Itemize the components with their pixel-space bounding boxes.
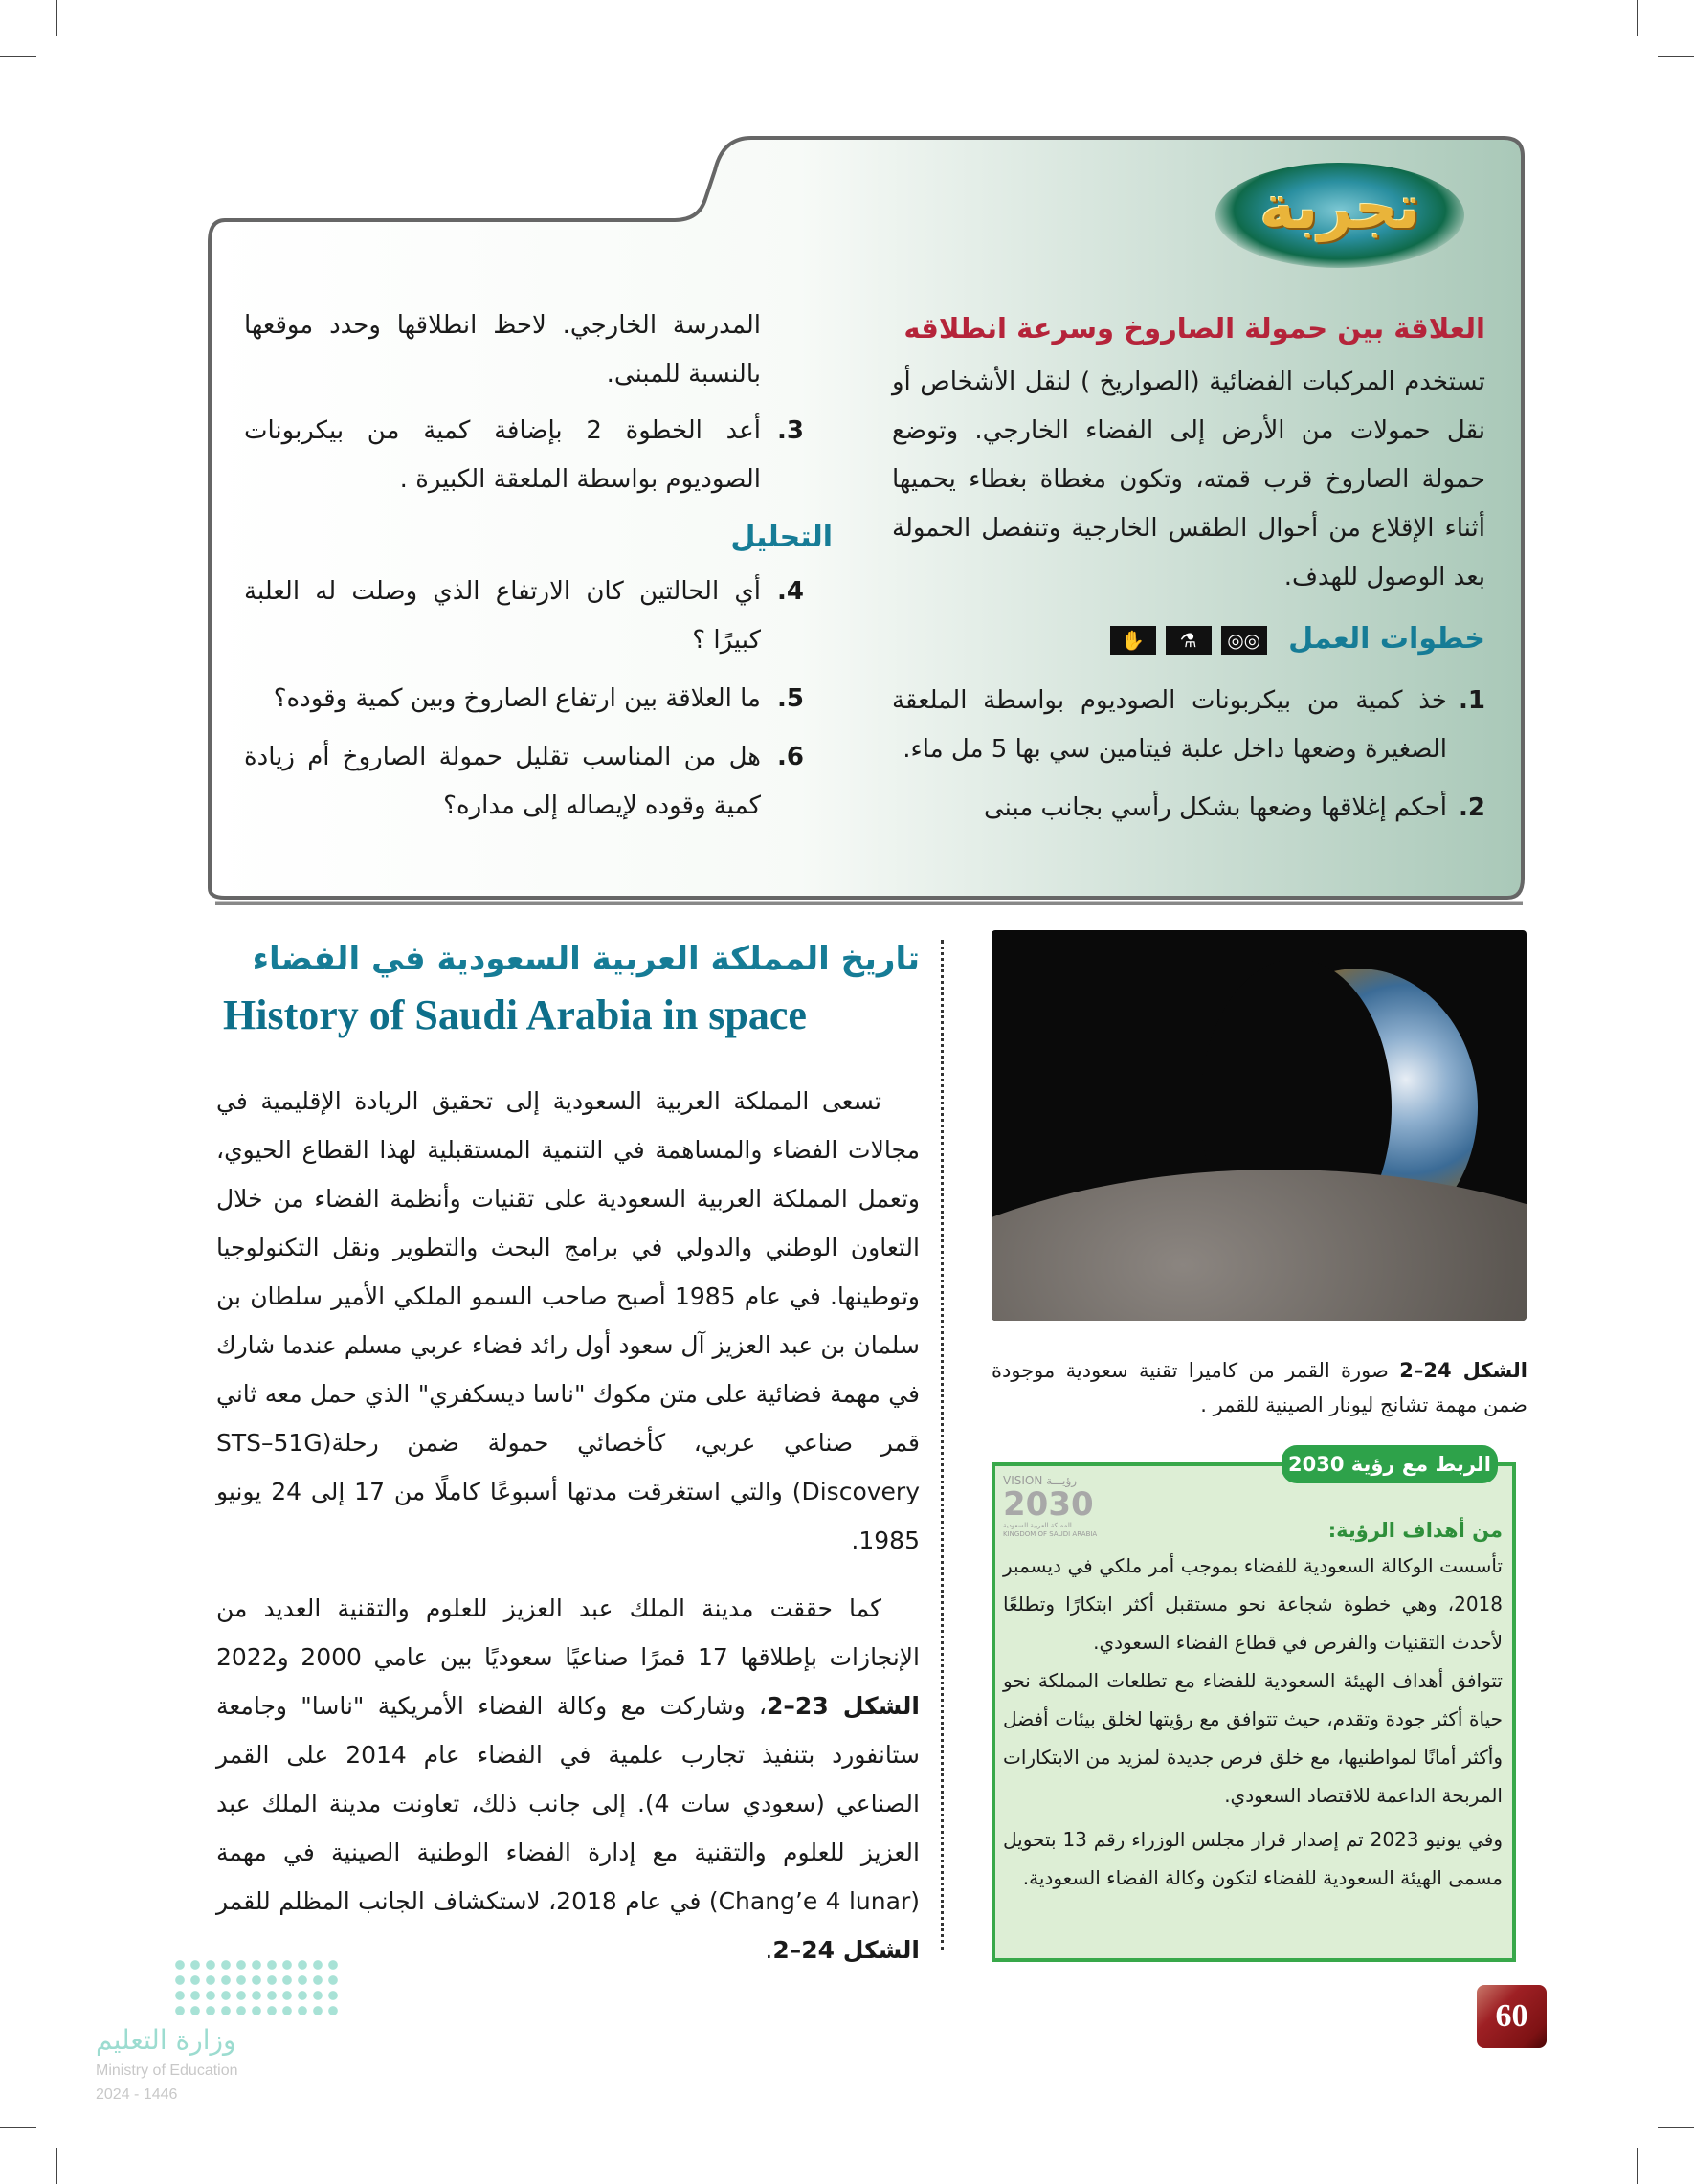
history-paragraph: كما حققت مدينة الملك عبد العزيز للعلوم والتقنية العديد من الإنجازات بإطلاقها 17 قمرًا صناعيًا سعوديًا بين عامي 2000 و2022 الشكل 23–2، وشاركت مع وكالة الفضاء الأمريكية "ناسا" وجامعة ستانفورد بتنفيذ تجارب علمية في الفضاء عام 2014 على القمر الصناعي (سعودي سات 4). إلى جانب ذلك، تعاونت مدينة الملك عبد العزيز للعلوم والتقنية مع إدارة الفضاء الوطنية الصينية في مهمة (Chang’e 4 lunar) في عام 2018، لاستكشاف الجانب المظلم للقمر الشكل 24–2. [216, 1594, 921, 1964]
history-title-english: History of Saudi Arabia in space [223, 992, 807, 1038]
vision-paragraph: تتوافق أهداف الهيئة السعودية للفضاء مع تطلعات المملكة نحو حياة أكثر جودة وتقدم، حيث تتوافق مع رؤيتها لخلق بيئات أفضل وأكثر أمانًا لمواطنيها، مع خلق فرص جديدة لمزيد من الابتكارات المربحة الداعمة للاقتصاد السعودي. [1003, 1669, 1503, 1807]
list-item: 4. أي الحالتين كان الارتفاع الذي وصلت له العلبة كبيرًا ؟ [244, 577, 804, 655]
figure-label: الشكل 24–2 [1399, 1359, 1527, 1382]
history-paragraph: تسعى المملكة العربية السعودية إلى تحقيق الريادة الإقليمية في مجالات الفضاء والمساهمة في التنمية المستقبلية لهذا القطاع الحيوي، وتعمل المملكة العربية السعودية على تقنيات وأنظمة الفضاء من خلال التعاون الوطني والدولي في برامج البحث والتطوير ونقل التكنولوجيا وتوطينها. في عام 1985 أصبح صاحب السمو الملكي الأمير سلطان بن سلمان بن عبد العزيز آل سعود أول رائد فضاء عربي مسلم عندما شارك في مهمة فضائية على متن مكوك "ناسا ديسكفري" الذي حمل معه ثاني قمر صناعي عربي، كأخصائي حمولة ضمن رحلة(STS–51G Discovery) والتي استغرقت مدتها أسبوعًا كاملًا من 17 إلى 24 يونيو 1985. [216, 1087, 920, 1554]
lab-coat-icon: ⚗ [1166, 626, 1212, 655]
experiment-intro: تستخدم المركبات الفضائية (الصواريخ ) لنقل الأشخاص أو نقل حمولات من الأرض إلى الفضاء الخارجي. وتوضع حمولة الصاروخ قرب قمته، وتكون مغطاة بغطاء يحميها أثناء الإقلاع من أحوال الطقس الخارجية وتنفصل الحمولة بعد الوصول للهدف. [892, 368, 1485, 591]
history-body [216, 1077, 920, 1994]
page-number: 60 [1477, 1985, 1547, 2048]
experiment-left-column [244, 301, 833, 840]
analysis-heading: التحليل [730, 521, 833, 554]
vision-2030-logo: VISION رؤيـــة 2030 المملكة العربية السعودية KINGDOM OF SAUDI ARABIA [1003, 1474, 1098, 1538]
safety-icons [1110, 626, 1267, 655]
figure-reference: الشكل 24–2 [772, 1936, 920, 1964]
vision-2030-box [992, 1462, 1516, 1962]
history-title-arabic: تاريخ المملكة العربية السعودية في الفضاء [252, 940, 920, 978]
crop-mark [0, 56, 36, 57]
hand-wash-icon: ✋ [1110, 626, 1156, 655]
figure-caption: الشكل 24–2 صورة القمر من كاميرا تقنية سعودية موجودة ضمن مهمة تشانج ليونار الصينية للقمر . [992, 1359, 1527, 1416]
list-item: 2. أحكم إغلاقها وضعها بشكل رأسي بجانب مبنى [983, 793, 1485, 822]
step-2-continued: المدرسة الخارجي. لاحظ انطلاقها وحدد موقعها بالنسبة للمبنى. [244, 311, 761, 389]
goggles-icon: ◎◎ [1221, 626, 1267, 655]
crop-mark [1637, 0, 1638, 36]
earth-from-moon-photo [992, 930, 1527, 1321]
crop-mark [56, 0, 57, 36]
column-divider [941, 940, 944, 1950]
steps-heading: خطوات العمل ◎◎ ⚗ ✋ [892, 615, 1485, 663]
figure-reference: الشكل 23–2 [767, 1692, 921, 1720]
crop-mark [1658, 2127, 1694, 2128]
crop-mark [1637, 2148, 1638, 2184]
crop-mark [1658, 56, 1694, 57]
analysis-list [244, 568, 804, 831]
experiment-title: العلاقة بين حمولة الصاروخ وسرعة انطلاقه [903, 312, 1485, 345]
vision-tab-label: الربط مع رؤية 2030 [1282, 1445, 1498, 1483]
vision-paragraph: وفي يونيو 2023 تم إصدار قرار مجلس الوزراء رقم 13 بتحويل مسمى الهيئة السعودية للفضاء لتكون وكالة الفضاء السعودية. [1003, 1828, 1503, 1889]
crop-mark [0, 2127, 36, 2128]
list-item: 6. هل من المناسب تقليل حمولة الصاروخ أم زيادة كمية وقوده لإيصاله إلى مداره؟ [244, 743, 804, 820]
vision-subheading: من أهداف الرؤية: [1327, 1519, 1503, 1542]
list-item: 1. خذ كمية من بيكربونات الصوديوم بواسطة الملعقة الصغيرة وضعها داخل علبة فيتامين سي بها 5 مل ماء. [892, 686, 1485, 764]
vision-body [1003, 1514, 1503, 1897]
list-item: 5. ما العلاقة بين ارتفاع الصاروخ وبين كمية وقوده؟ [273, 684, 804, 713]
experiment-badge: تجربة [1215, 163, 1464, 268]
list-item: 3. أعد الخطوة 2 بإضافة كمية من بيكربونات الصوديوم بواسطة الملعقة الكبيرة . [244, 416, 804, 494]
steps-list-continued [244, 407, 804, 504]
ministry-dots-icon [172, 1957, 340, 2015]
vision-paragraph: تأسست الوكالة السعودية للفضاء بموجب أمر ملكي في ديسمبر 2018، وهي خطوة شجاعة نحو مستقبل أكثر ابتكارًا وتطلعًا لأحدث التقنيات والفرص في قطاع الفضاء السعودي. [1003, 1554, 1503, 1654]
moon-surface-image [992, 1170, 1527, 1321]
experiment-right-column [892, 304, 1485, 842]
steps-list [892, 677, 1485, 833]
crop-mark [56, 2148, 57, 2184]
